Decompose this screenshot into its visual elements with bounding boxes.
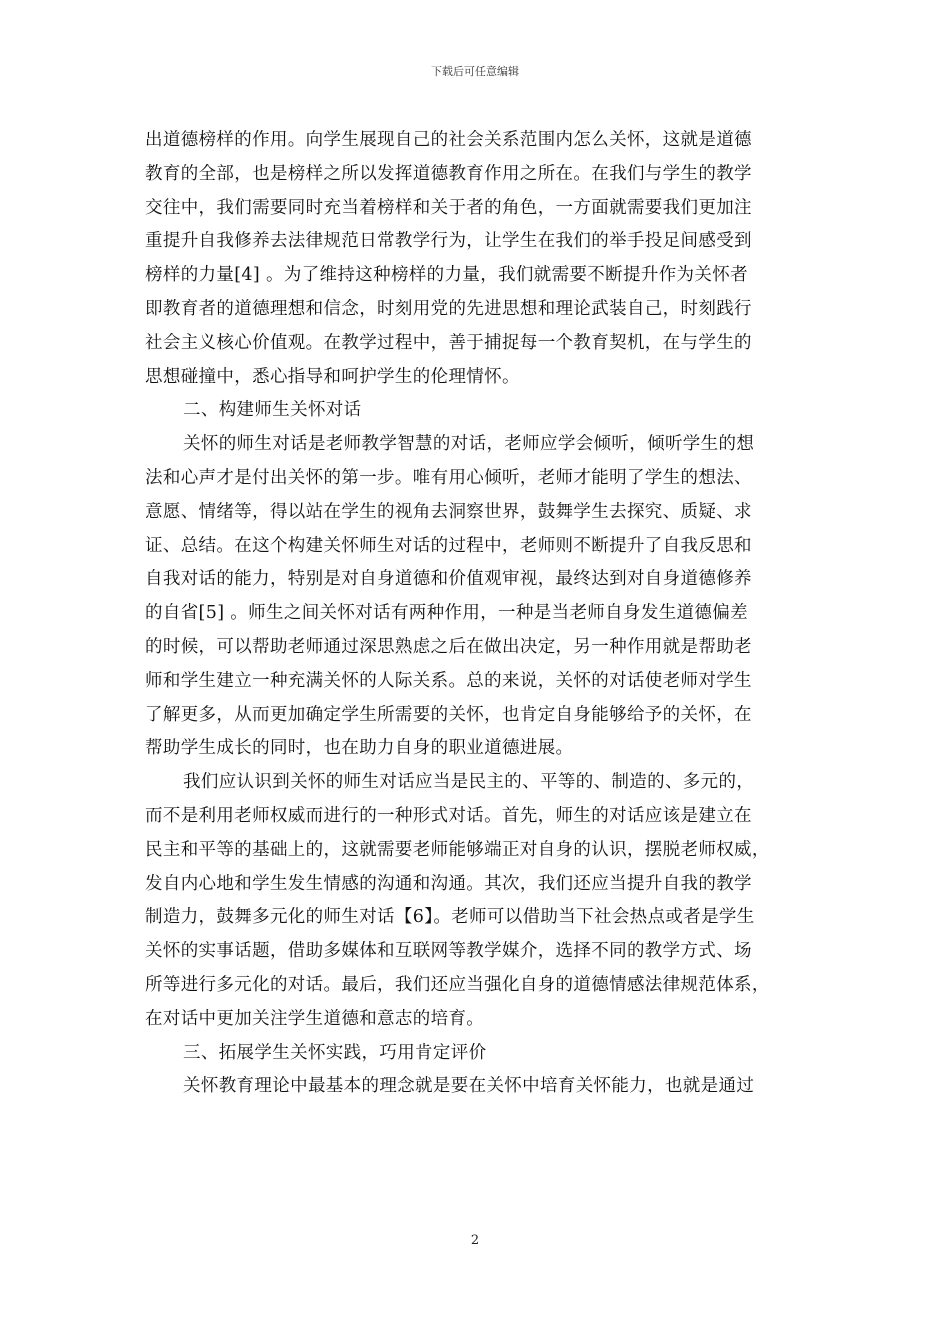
text-line: 的时候，可以帮助老师通过深思熟虑之后在做出决定，另一种作用就是帮助老	[145, 636, 752, 657]
text-line: 关怀教育理论中最基本的理念就是要在关怀中培育关怀能力，也就是通过	[183, 1076, 755, 1097]
text-line: 了解更多，从而更加确定学生所需要的关怀，也肯定自身能够给予的关怀，在	[145, 704, 752, 725]
text-line: 师和学生建立一种充满关怀的人际关系。总的来说，关怀的对话使老师对学生	[145, 670, 752, 691]
text-line: 而不是利用老师权威而进行的一种形式对话。首先，师生的对话应该是建立在	[145, 805, 752, 826]
text-line: 制造力，鼓舞多元化的师生对话【6】。老师可以借助当下社会热点或者是学生	[145, 907, 755, 928]
text-line: 即教育者的道德理想和信念，时刻用党的先进思想和理论武装自己，时刻践行	[145, 298, 752, 319]
text-line: 思想碰撞中，悉心指导和呵护学生的伦理情怀。	[145, 366, 520, 387]
text-line: 的自省[5] 。师生之间关怀对话有两种作用，一种是当老师自身发生道德偏差	[145, 603, 748, 624]
text-line: 三、拓展学生关怀实践，巧用肯定评价	[183, 1042, 487, 1063]
text-line: 意愿、情绪等，得以站在学生的视角去洞察世界，鼓舞学生去探究、质疑、求	[145, 501, 752, 522]
text-line: 交往中，我们需要同时充当着榜样和关于者的角色，一方面就需要我们更加注	[145, 197, 752, 218]
text-line: 出道德榜样的作用。向学生展现自己的社会关系范围内怎么关怀，这就是道德	[145, 130, 752, 150]
text-line: 关怀的师生对话是老师教学智慧的对话，老师应学会倾听，倾听学生的想	[183, 434, 755, 455]
text-line: 社会主义核心价值观。在教学过程中，善于捕捉每一个教育契机，在与学生的	[145, 332, 752, 353]
text-line: 自我对话的能力，特别是对自身道德和价值观审视，最终达到对自身道德修养	[145, 569, 752, 590]
text-line: 法和心声才是付出关怀的第一步。唯有用心倾听，老师才能明了学生的想法、	[145, 467, 752, 488]
text-line: 关怀的实事话题，借助多媒体和互联网等教学媒介，选择不同的教学方式、场	[145, 941, 752, 962]
document-body	[145, 124, 815, 1104]
page-header: 下载后可任意编辑	[431, 65, 519, 78]
text-line: 发自内心地和学生发生情感的沟通和沟通。其次，我们还应当提升自我的教学	[145, 873, 752, 894]
text-line: 榜样的力量[4] 。为了维持这种榜样的力量，我们就需要不断提升作为关怀者	[145, 265, 748, 286]
text-line: 所等进行多元化的对话。最后，我们还应当强化自身的道德情感法律规范体系，	[145, 974, 770, 995]
text-line: 我们应认识到关怀的师生对话应当是民主的、平等的、制造的、多元的，	[183, 772, 755, 793]
text-line: 重提升自我修养去法律规范日常教学行为，让学生在我们的举手投足间感受到	[145, 231, 752, 252]
text-line: 二、构建师生关怀对话	[183, 400, 362, 421]
text-line: 民主和平等的基础上的，这就需要老师能够端正对自身的认识，摆脱老师权威，	[145, 839, 770, 860]
text-line: 在对话中更加关注学生道德和意志的培育。	[145, 1008, 485, 1029]
text-line: 教育的全部，也是榜样之所以发挥道德教育作用之所在。在我们与学生的教学	[145, 163, 752, 184]
page-number: 2	[470, 1233, 480, 1248]
text-line: 帮助学生成长的同时，也在助力自身的职业道德进展。	[145, 738, 574, 759]
text-line: 证、总结。在这个构建关怀师生对话的过程中，老师则不断提升了自我反思和	[145, 535, 752, 556]
